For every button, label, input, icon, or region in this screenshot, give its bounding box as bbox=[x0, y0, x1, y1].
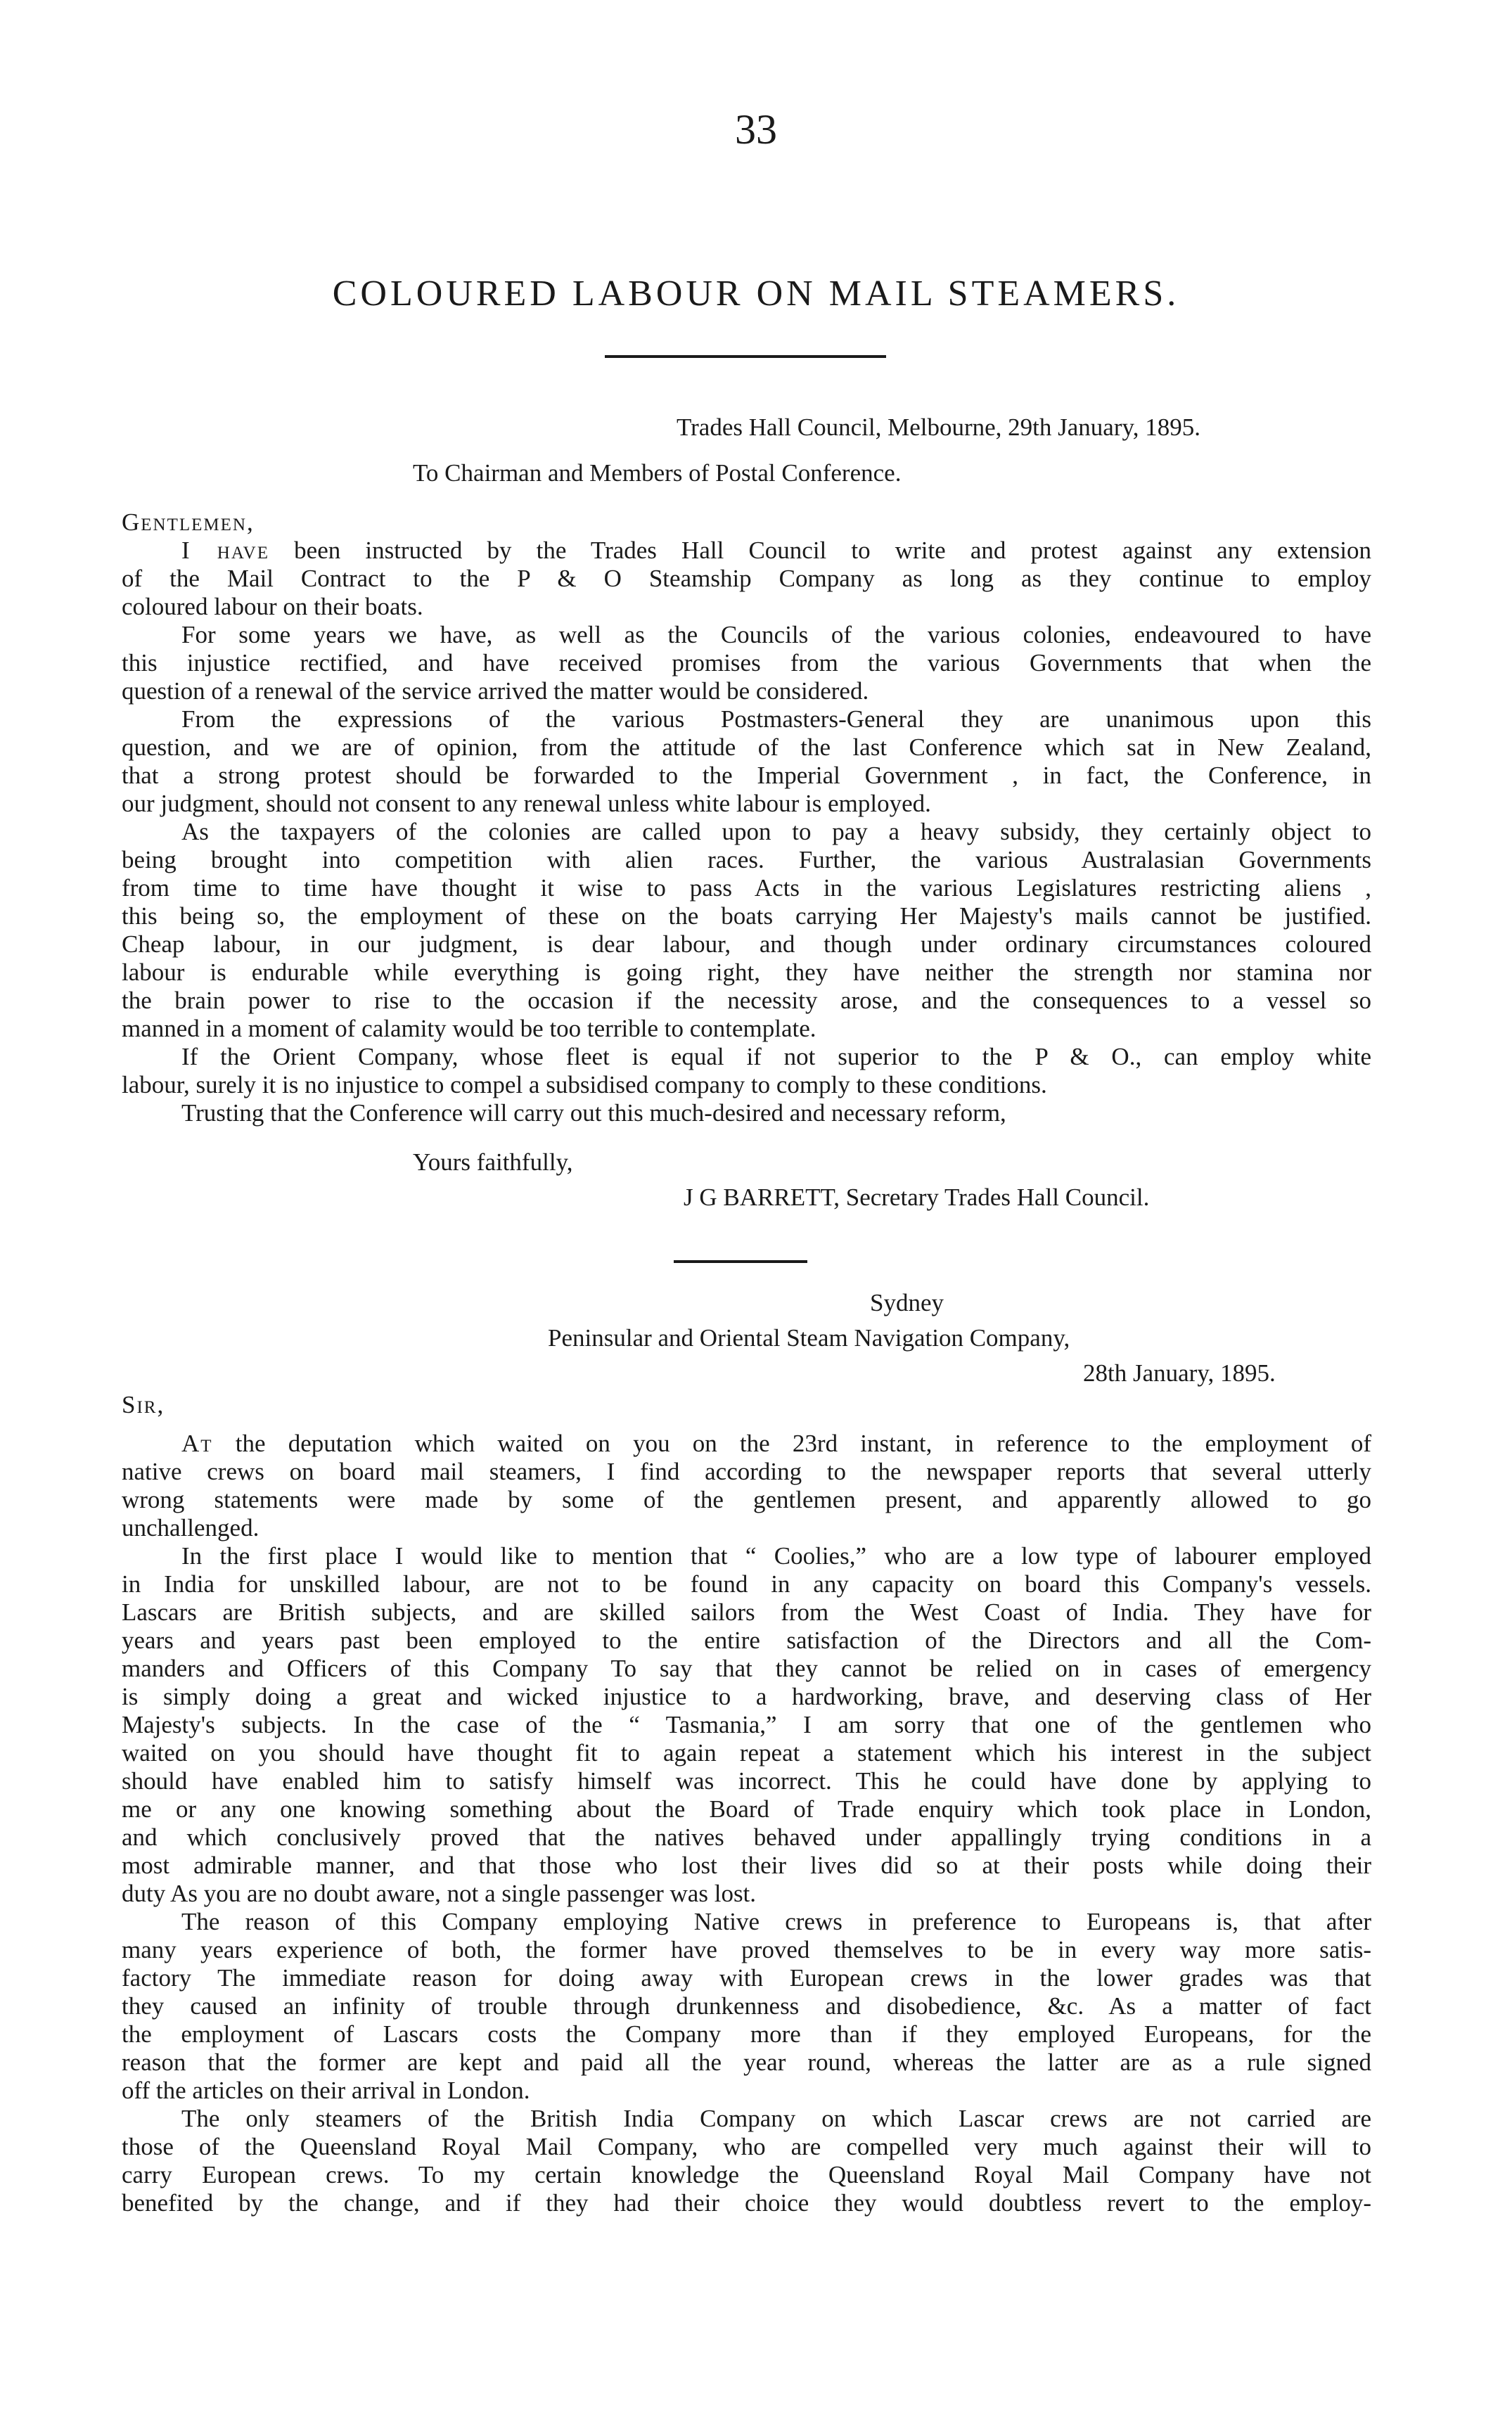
letter2-line: those of the Queensland Royal Mail Company, who are compelled very much against their will to bbox=[122, 2133, 1371, 2160]
letter1-line: manned in a moment of calamity would be too terrible to contemplate. bbox=[122, 1015, 816, 1042]
letter2-line: they caused an infinity of trouble through drunkenness and disobedience, &c. As a matter of fact bbox=[122, 1992, 1371, 2020]
letter1-line: coloured labour on their boats. bbox=[122, 593, 423, 620]
letter1-line: As the taxpayers of the colonies are called upon to pay a heavy subsidy, they certainly object to bbox=[181, 818, 1371, 845]
letter2-line: is simply doing a great and wicked injustice to a hardworking, brave, and deserving class of Her bbox=[122, 1683, 1371, 1710]
letter1-line: of the Mail Contract to the P & O Steamship Company as long as they continue to employ bbox=[122, 565, 1371, 592]
letter1-line: this being so, the employment of these on the boats carrying Her Majesty's mails cannot be justified. bbox=[122, 902, 1371, 930]
letter2-line: reason that the former are kept and paid all the year round, whereas the latter are as a rule signed bbox=[122, 2049, 1371, 2076]
letter1-dateline: Trades Hall Council, Melbourne, 29th January, 1895. bbox=[677, 413, 1200, 441]
letter1-line: the brain power to rise to the occasion if the necessity arose, and the consequences to a vessel so bbox=[122, 987, 1371, 1014]
letter1-line: From the expressions of the various Postmasters-General they are unanimous upon this bbox=[181, 705, 1371, 733]
letter2-company: Peninsular and Oriental Steam Navigation Company, bbox=[548, 1324, 1070, 1352]
letter1-signature: J G BARRETT, Secretary Trades Hall Council. bbox=[684, 1184, 1150, 1211]
letter1-line: this injustice rectified, and have received promises from the various Governments that when the bbox=[122, 649, 1371, 677]
letter1-line: labour, surely it is no injustice to compel a subsidised company to comply to these conditions. bbox=[122, 1071, 1047, 1098]
letter2-line: should have enabled him to satisfy himself was incorrect. This he could have done by applying to bbox=[122, 1767, 1371, 1795]
letter2-line: most admirable manner, and that those who lost their lives did so at their posts while doing their bbox=[122, 1852, 1371, 1879]
letter2-line: Majesty's subjects. In the case of the “ Tasmania,” I am sorry that one of the gentlemen who bbox=[122, 1711, 1371, 1738]
letter2-place: Sydney bbox=[870, 1289, 944, 1316]
letter1-line: question of a renewal of the service arrived the matter would be considered. bbox=[122, 677, 869, 705]
letter1-line: I have been instructed by the Trades Hall Council to write and protest against any extension bbox=[181, 537, 1371, 564]
letter1-line: from time to time have thought it wise to pass Acts in the various Legislatures restricting aliens , bbox=[122, 874, 1371, 902]
letter1-opening: I have bbox=[181, 537, 270, 564]
letter2-line: factory The immediate reason for doing away with European crews in the lower grades was that bbox=[122, 1964, 1371, 1992]
letter2-line: native crews on board mail steamers, I find according to the newspaper reports that several utterly bbox=[122, 1458, 1371, 1485]
letter2-line: manders and Officers of this Company To say that they cannot be relied on in cases of emergency bbox=[122, 1655, 1371, 1682]
letter1-line: Cheap labour, in our judgment, is dear labour, and though under ordinary circumstances coloured bbox=[122, 930, 1371, 958]
letter2-line: me or any one knowing something about the Board of Trade enquiry which took place in London, bbox=[122, 1795, 1371, 1823]
letter2-line: At the deputation which waited on you on the 23rd instant, in reference to the employment of bbox=[181, 1430, 1371, 1457]
letter1-line: question, and we are of opinion, from the attitude of the last Conference which sat in New Zealand, bbox=[122, 733, 1371, 761]
letter1-line: If the Orient Company, whose fleet is equal if not superior to the P & O., can employ white bbox=[181, 1043, 1371, 1070]
letter2-opening: At bbox=[181, 1430, 213, 1457]
letter2-line: carry European crews. To my certain knowledge the Queensland Royal Mail Company have not bbox=[122, 2161, 1371, 2188]
page-title: COLOURED LABOUR ON MAIL STEAMERS. bbox=[332, 274, 1180, 314]
letter2-line: in India for unskilled labour, are not to be found in any capacity on board this Company's vessels. bbox=[122, 1570, 1371, 1598]
letter2-line: many years experience of both, the former have proved themselves to be in every way more satis- bbox=[122, 1936, 1371, 1963]
letter2-line: years and years past been employed to the entire satisfaction of the Directors and all the Com- bbox=[122, 1627, 1371, 1654]
letter1-addressee: To Chairman and Members of Postal Conference. bbox=[413, 459, 902, 487]
letter1-line: Trusting that the Conference will carry out this much-desired and necessary reform, bbox=[181, 1099, 1006, 1127]
letter2-line: In the first place I would like to mention that “ Coolies,” who are a low type of labourer employed bbox=[181, 1542, 1371, 1570]
letter1-line: our judgment, should not consent to any renewal unless white labour is employed. bbox=[122, 790, 931, 817]
title-rule bbox=[605, 355, 886, 358]
letter2-salutation: Sir, bbox=[122, 1391, 165, 1418]
letter2-line: the employment of Lascars costs the Company more than if they employed Europeans, for the bbox=[122, 2020, 1371, 2048]
letter2-line: benefited by the change, and if they had their choice they would doubtless revert to the employ- bbox=[122, 2189, 1371, 2217]
section-divider bbox=[674, 1260, 807, 1263]
letter2-date: 28th January, 1895. bbox=[1083, 1359, 1276, 1387]
letter2-line: and which conclusively proved that the natives behaved under appallingly trying conditions in a bbox=[122, 1823, 1371, 1851]
letter2-line: unchallenged. bbox=[122, 1514, 260, 1541]
letter2-line: Lascars are British subjects, and are skilled sailors from the West Coast of India. They have for bbox=[122, 1598, 1371, 1626]
letter2-line: The reason of this Company employing Native crews in preference to Europeans is, that after bbox=[181, 1908, 1371, 1935]
letter2-line: duty As you are no doubt aware, not a single passenger was lost. bbox=[122, 1880, 757, 1907]
letter1-salutation: Gentlemen, bbox=[122, 508, 255, 536]
letter2-line: The only steamers of the British India Company on which Lascar crews are not carried are bbox=[181, 2105, 1371, 2132]
letter1-line: labour is endurable while everything is going right, they have neither the strength nor stamina nor bbox=[122, 959, 1371, 986]
letter2-line: waited on you should have thought fit to again repeat a statement which his interest in the subject bbox=[122, 1739, 1371, 1767]
page-number: 33 bbox=[735, 106, 777, 153]
letter2-line: wrong statements were made by some of the gentlemen present, and apparently allowed to go bbox=[122, 1486, 1371, 1513]
letter2-line: off the articles on their arrival in London. bbox=[122, 2077, 530, 2104]
letter1-line: For some years we have, as well as the Councils of the various colonies, endeavoured to have bbox=[181, 621, 1371, 648]
letter1-line: being brought into competition with alien races. Further, the various Australasian Governments bbox=[122, 846, 1371, 873]
letter1-line: that a strong protest should be forwarded to the Imperial Government , in fact, the Conference, in bbox=[122, 762, 1371, 789]
letter1-closing: Yours faithfully, bbox=[413, 1148, 573, 1176]
